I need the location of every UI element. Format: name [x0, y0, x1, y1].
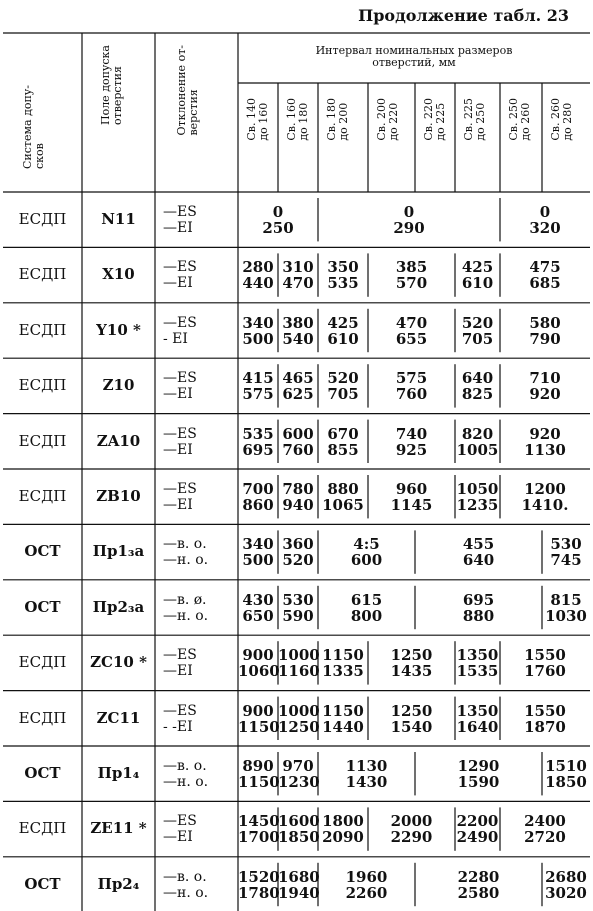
cell-value: 4:5 600 — [350, 535, 383, 570]
cell-value: 1290 1590 — [457, 757, 500, 791]
cell-system: ОСТ — [24, 597, 61, 616]
cell-deviation: —в. о. —н. о. — [163, 868, 209, 901]
cell-value: 1550 1760 — [524, 646, 566, 681]
cell-system: ОСТ — [24, 874, 61, 893]
cell-system: ЕСДП — [18, 376, 67, 395]
cell-value: 970 1230 — [278, 757, 320, 791]
cell-value: 615 800 — [350, 590, 383, 625]
header-interval-title: Интервал номинальных размеров отверстий, мм — [315, 44, 513, 69]
cell-system: ОСТ — [24, 764, 61, 782]
cell-value: 890 1150 — [238, 757, 280, 791]
cell-deviation: —ES —EI — [163, 370, 197, 403]
interval-header: Св. 250 до 260 — [507, 98, 532, 141]
cell-field: Пр1₄ — [97, 764, 140, 782]
cell-deviation: —в. ø. —н. о. — [163, 591, 209, 624]
cell-value: 1960 2260 — [345, 867, 388, 902]
cell-value: 575 760 — [395, 369, 428, 404]
cell-value: 1450 1700 — [238, 812, 280, 847]
interval-header: Св. 220 до 225 — [422, 98, 447, 141]
cell-value: 340 500 — [242, 535, 274, 570]
cell-value: 360 520 — [282, 535, 314, 570]
cell-system: ЕСДП — [18, 819, 67, 838]
cell-value: 0 320 — [529, 203, 561, 237]
cell-value: 280 440 — [242, 258, 274, 293]
cell-field: ZA10 — [96, 431, 141, 450]
cell-value: 530 590 — [282, 590, 314, 625]
cell-deviation: —ES —EI — [163, 647, 197, 680]
cell-value: 2680 3020 — [545, 867, 587, 902]
cell-system: ОСТ — [24, 542, 61, 561]
cell-value: 815 1030 — [545, 590, 587, 625]
cell-value: 2000 2290 — [390, 812, 433, 847]
cell-deviation: —ES - EI — [163, 314, 197, 347]
cell-deviation: —ES —EI — [163, 481, 197, 513]
cell-value: 455 640 — [462, 535, 495, 570]
cell-value: 425 610 — [327, 313, 359, 348]
cell-system: ЕСДП — [18, 487, 67, 505]
cell-field: Y10 * — [96, 320, 141, 339]
cell-value: 1250 1435 — [390, 646, 433, 681]
cell-value: 1350 1535 — [456, 646, 499, 681]
cell-deviation: —в. о. —н. о. — [163, 758, 209, 790]
cell-field: ZC11 — [96, 708, 141, 727]
cell-value: 1800 2090 — [322, 812, 364, 847]
cell-value: 470 655 — [395, 313, 428, 348]
cell-value: 475 685 — [529, 258, 561, 293]
cell-field: ZE11 * — [90, 819, 147, 838]
cell-value: 920 1130 — [524, 424, 566, 459]
cell-value: 580 790 — [529, 313, 561, 348]
cell-value: 0 250 — [262, 203, 294, 237]
cell-value: 425 610 — [461, 258, 494, 293]
interval-header: Св. 200 до 220 — [375, 98, 400, 141]
cell-value: 415 575 — [242, 369, 274, 404]
cell-system: ЕСДП — [18, 265, 67, 284]
cell-system: ЕСДП — [18, 320, 67, 339]
cell-value: 535 695 — [242, 424, 274, 459]
cell-value: 820 1005 — [456, 424, 499, 459]
cell-field: Пр1₃а — [92, 542, 145, 561]
interval-header: Св. 225 до 250 — [462, 98, 487, 141]
cell-field: ZC10 * — [90, 653, 147, 672]
cell-field: Z10 — [102, 376, 135, 395]
cell-value: 1350 1640 — [456, 701, 499, 736]
cell-value: 350 535 — [327, 258, 359, 293]
cell-deviation: —ES —EI — [163, 813, 197, 846]
cell-value: 1050 1235 — [456, 480, 499, 514]
cell-value: 900 1060 — [238, 646, 280, 681]
interval-header: Св. 260 до 280 — [549, 98, 574, 141]
cell-value: 1150 1440 — [322, 701, 364, 736]
cell-value: 1520 1780 — [238, 867, 280, 902]
cell-value: 1000 1160 — [278, 646, 320, 681]
cell-value: 2400 2720 — [524, 812, 566, 847]
cell-value: 1150 1335 — [322, 646, 364, 681]
cell-value: 385 570 — [395, 258, 428, 293]
cell-value: 1000 1250 — [278, 701, 320, 736]
cell-value: 1130 1430 — [345, 757, 388, 791]
cell-value: 710 920 — [529, 369, 561, 404]
header-system: Система допу- сков — [21, 85, 46, 170]
cell-deviation: —в. о. —н. о. — [163, 536, 209, 569]
cell-value: 310 470 — [282, 258, 314, 293]
cell-value: 1250 1540 — [390, 701, 433, 736]
cell-value: 520 705 — [327, 369, 359, 404]
cell-value: 0 290 — [393, 203, 425, 237]
cell-value: 740 925 — [395, 424, 428, 459]
header-deviation: Отклонение от- верстия — [175, 45, 200, 136]
interval-header: Св. 140 до 160 — [245, 98, 270, 141]
cell-system: ЕСДП — [18, 708, 67, 727]
cell-value: 465 625 — [282, 369, 314, 404]
cell-field: N11 — [101, 210, 136, 228]
cell-system: ЕСДП — [18, 210, 67, 228]
interval-header: Св. 180 до 200 — [325, 98, 350, 141]
cell-field: Пр2₄ — [97, 874, 140, 893]
header-field: Поле допуска отверстия — [99, 45, 124, 126]
cell-value: 520 705 — [461, 313, 494, 348]
cell-value: 430 650 — [242, 590, 274, 625]
cell-field: ZB10 — [96, 487, 141, 505]
cell-value: 700 860 — [242, 480, 274, 514]
cell-value: 1550 1870 — [524, 701, 566, 736]
cell-value: 2280 2580 — [457, 867, 500, 902]
cell-system: ЕСДП — [18, 431, 67, 450]
cell-value: 380 540 — [282, 313, 314, 348]
cell-value: 1510 1850 — [545, 757, 587, 791]
cell-value: 530 745 — [550, 535, 582, 570]
cell-value: 600 760 — [282, 424, 314, 459]
cell-value: 695 880 — [462, 590, 495, 625]
cell-field: Пр2₃а — [92, 597, 145, 616]
cell-value: 880 1065 — [322, 480, 364, 514]
cell-value: 1680 1940 — [278, 867, 320, 902]
cell-value: 960 1145 — [390, 480, 433, 514]
cell-value: 2200 2490 — [456, 812, 499, 847]
cell-deviation: —ES —EI — [163, 204, 197, 236]
cell-value: 1600 1850 — [278, 812, 320, 847]
cell-value: 670 855 — [327, 424, 359, 459]
cell-value: 1200 1410. — [521, 480, 569, 514]
cell-system: ЕСДП — [18, 653, 67, 672]
cell-value: 640 825 — [461, 369, 494, 404]
cell-deviation: —ES —EI — [163, 425, 197, 458]
cell-field: X10 — [102, 265, 135, 284]
cell-value: 780 940 — [282, 480, 314, 514]
cell-deviation: —ES —EI — [163, 259, 197, 292]
cell-value: 900 1150 — [238, 701, 280, 736]
table-caption: Продолжение табл. 23 — [358, 6, 569, 25]
interval-header: Св. 160 до 180 — [285, 98, 310, 141]
cell-deviation: —ES - -EI — [163, 702, 197, 735]
cell-value: 340 500 — [242, 313, 274, 348]
